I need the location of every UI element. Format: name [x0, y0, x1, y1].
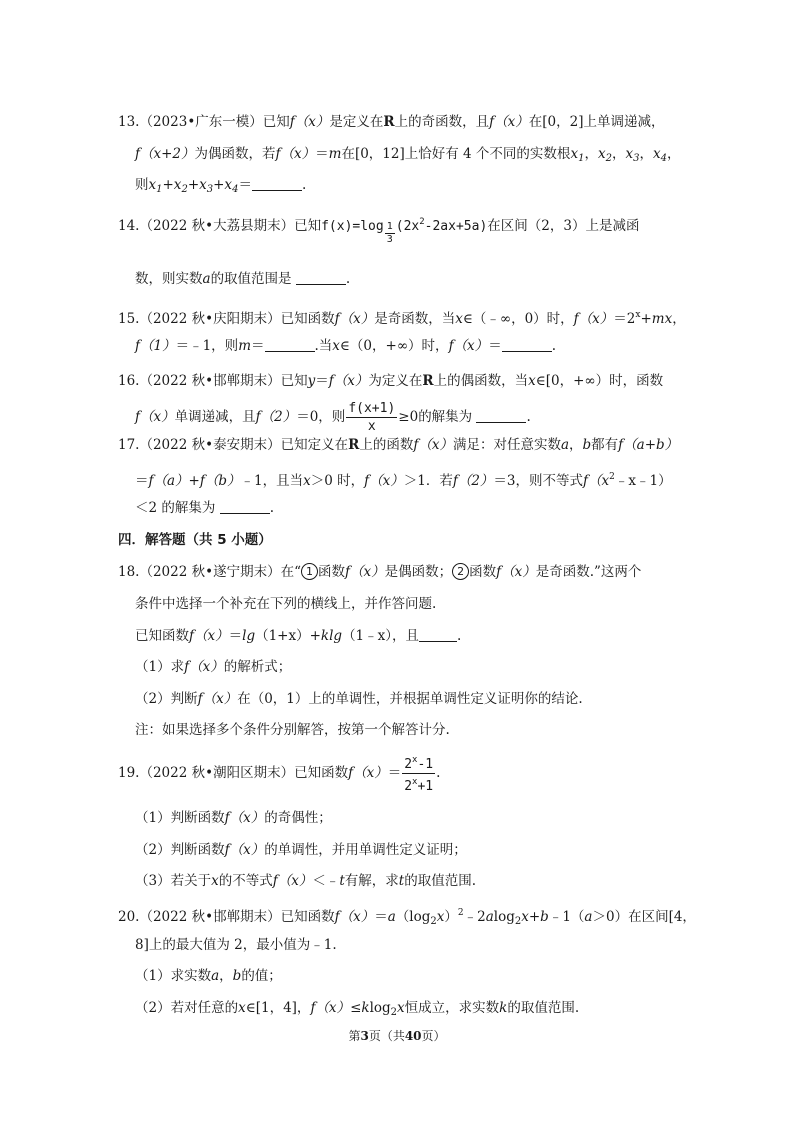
q16-fraction: $\frac{f(x+1)}{x}$ [348, 401, 396, 434]
page-number: 3 [360, 1029, 369, 1043]
q16-line-2: f（x）单调递减，且f（2）＝0，则 $\frac{f(x+1)}{x}$ ≥0的解集为 . [135, 401, 531, 434]
answer-blank [265, 337, 315, 352]
q20-line-1: 20.（2022 秋•邯郸期末）已知函数$f(x)=a(\log_2x)^2﹣2alog_2x+b﹣1(a>0)$在区间[4， [118, 908, 696, 927]
q19-fraction: $\frac{2^x-1}{2^x+1}$ [402, 752, 435, 795]
q19-line-1: 19.（2022 秋•潮阳区期末）已知函数f（x）＝ $\frac{2^x-1}{2^x+1}$ . [118, 752, 440, 795]
q14-line-1: 14.（2022 秋•大荔县期末）已知f(x)=log $\frac{1}{3}$ $(2x^2-2ax+5a)$在区间（2，3）上是减函 [118, 217, 640, 245]
q14-line-2: 数，则实数a的取值范围是 . [135, 271, 351, 287]
answer-blank [476, 408, 526, 423]
q13-line-1: 13.（2023•广东一模）已知f（x）是定义在R上的奇函数，且f（x）在[0，2]上单调递减， [118, 114, 665, 130]
q18-line-5: （2）判断f（x）在（0，1）上的单调性，并根据单调性定义证明你的结论. [135, 691, 583, 707]
q16-line-1: 16.（2022 秋•邯郸期末）已知y＝f（x）为定义在R上的偶函数，当x∈[0，+∞）时，函数 [118, 373, 664, 389]
page-total: 40 [404, 1029, 422, 1043]
q20-line-2: 8]上的最大值为 2，最小值为﹣1. [135, 937, 337, 953]
q20-line-3: （1）求实数a，b的值； [135, 968, 282, 984]
answer-blank [419, 627, 457, 642]
q17-line-1: 17.（2022 秋•泰安期末）已知定义在R上的函数f（x）满足：对任意实数a，b都有f（a+b） [118, 437, 679, 453]
q18-line-2: 条件中选择一个补充在下列的横线上，并作答问题. [135, 596, 437, 612]
q18-line-3: 已知函数f（x）＝lg（1+x）+klg（1﹣x），且 . [135, 628, 462, 644]
q19-line-2: （1）判断函数f（x）的奇偶性； [135, 810, 332, 826]
q20-line-4: （2）若对任意的x∈[1，4]，f（x）≤klog$_2$x恒成立，求实数k的取值范围. [135, 1000, 580, 1018]
q17-line-2: ＝f（a）+f（b）﹣1，且当x＞0 时，f（x）＞1．若f（2）＝3，则不等式$f(x^2﹣x﹣1)$ [135, 472, 672, 489]
answer-blank [502, 337, 552, 352]
answer-blank [252, 176, 302, 191]
section-heading: 四．解答题（共 5 小题） [118, 532, 272, 548]
page-footer: 第3页（共40页） [348, 1029, 446, 1043]
q15-line-1: 15.（2022 秋•庆阳期末）已知函数f（x）是奇函数，当x∈（﹣∞，0）时，$f(x)=2^x+mx$， [118, 310, 686, 327]
q19-line-3: （2）判断函数f（x）的单调性，并用单调性定义证明； [135, 842, 467, 858]
q18-line-1: 18.（2022 秋•遂宁期末）在“ 1 函数f（x）是偶函数； 2 函数f（x）是奇函数.”这两个 [118, 564, 642, 580]
q13-line-3: 则$x_1+x_2+x_3+x_4=$ . [135, 177, 307, 195]
q17-line-3: ＜2 的解集为 . [135, 500, 274, 516]
q18-line-4: （1）求f（x）的解析式； [135, 659, 292, 675]
q18-line-6: 注：如果选择多个条件分别解答，按第一个解答计分. [135, 722, 450, 738]
circled-number-1: 1 [301, 563, 318, 580]
answer-blank [296, 270, 346, 285]
q19-line-4: （3）若关于x的不等式f（x）＜﹣t有解，求t的取值范围. [135, 873, 477, 889]
q13-line-2: f（x+2）为偶函数，若f（x）＝m在[0，12]上恰好有 4 个不同的实数根$x_1$，$x_2$，$x_3$，$x_4$， [135, 146, 681, 164]
q15-line-2: f（1）＝﹣1，则m＝ .当x∈（0，+∞）时，f（x）＝ . [135, 338, 556, 354]
q14-formula: f(x)=log $\frac{1}{3}$ $(2x^2-2ax+5a)$ [321, 217, 488, 245]
answer-blank [220, 499, 270, 514]
circled-number-2: 2 [452, 563, 469, 580]
